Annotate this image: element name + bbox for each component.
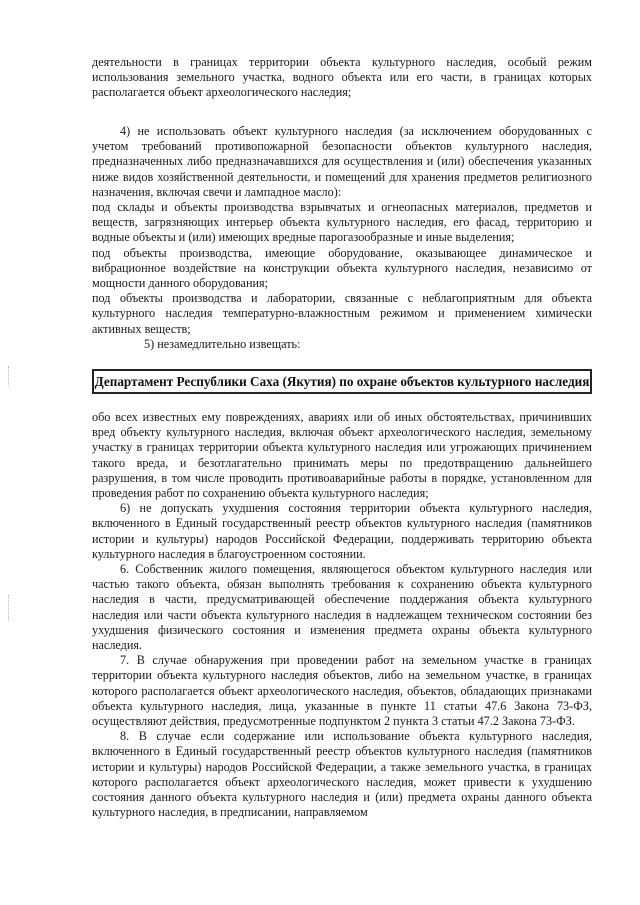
margin-scan-mark xyxy=(8,366,12,386)
paragraph-point-8: 8. В случае если содержание или использование объекта культурного наследия, включенного в Единый государственный реестр объектов культурного наследия (памятников истории и культуры) народов Российской Федерации, а также земельного участка, в границах которого располагается объект археологического наследия, может привести к ухудшению состояния данного объекта культурного наследия и (или) предмета охраны данного объекта культурного наследия, в предписании, направляемом xyxy=(92,729,592,820)
margin-scan-mark xyxy=(8,595,12,621)
paragraph-item-4-sub-2: под объекты производства, имеющие оборудование, оказывающее динамическое и вибрационное воздействие на конструкции объекта культурного наследия, независимо от мощности данного оборудования; xyxy=(92,245,592,291)
paragraph-item-4: 4) не использовать объект культурного наследия (за исключением оборудованных с учетом требований противопожарной безопасности объектов культурного наследия, предназначенных либо предназначавшихся для осуществления и (или) обеспечения указанных ниже видов хозяйственной деятельности, и помещений для хранения предметов религиозного назначения, включая свечи и лампадное масло): xyxy=(92,124,592,199)
text-block-top xyxy=(92,55,592,101)
paragraph-item-5-intro: 5) незамедлительно извещать: xyxy=(144,336,301,351)
department-box-label: Департамент Республики Саха (Якутия) по охране объектов культурного наследия xyxy=(94,373,590,389)
paragraph-item-6-sub: 6) не допускать ухудшения состояния территории объекта культурного наследия, включенного в Единый государственный реестр объектов культурного наследия (памятников истории и культуры) народов Российской Федерации, поддерживать территорию объекта культурного наследия в благоустроенном состоянии. xyxy=(92,501,592,561)
department-box xyxy=(92,369,592,394)
text-block-bottom xyxy=(92,410,592,820)
paragraph-point-7: 7. В случае обнаружения при проведении работ на земельном участке в границах территории объекта культурного наследия объектов, либо на земельном участке, в границах которого располагается объект археологического наследия, объектов, обладающих признаками объекта культурного наследия, лица, указанные в пункте 11 статьи 47.6 Закона 73-ФЗ, осуществляют действия, предусмотренные подпунктом 2 пункта 3 статьи 47.2 Закона 73-ФЗ. xyxy=(92,653,592,729)
paragraph-point-6: 6. Собственник жилого помещения, являющегося объектом культурного наследия или частью такого объекта, обязан выполнять требования к сохранению объекта культурного наследия в части, предусматривающей обеспечение поддержания объекта культурного наследия или части объекта культурного наследия в надлежащем техническом состоянии без ухудшения физического состояния и изменения предмета охраны объекта культурного наследия. xyxy=(92,562,592,653)
text-block-item-4 xyxy=(92,124,592,352)
paragraph-item-4-sub-1: под склады и объекты производства взрывчатых и огнеопасных материалов, предметов и веществ, загрязняющих интерьер объекта культурного наследия, его фасад, территорию и водные объекты и (или) имеющих вредные парогазообразные и иные выделения; xyxy=(92,200,592,245)
paragraph-notify-details: обо всех известных ему повреждениях, авариях или об иных обстоятельствах, причинивших вред объекту культурного наследия, включая объект археологического наследия, земельному участку в границах территории объекта культурного наследия или угрожающих причинением такого вреда, и безотлагательно принимать меры по предотвращению дальнейшего разрушения, в том числе проводить противоаварийные работы в порядке, установленном для проведения работ по сохранению объекта культурного наследия; xyxy=(92,410,592,501)
paragraph-continuation: деятельности в границах территории объекта культурного наследия, особый режим использования земельного участка, водного объекта или его части, в границах которых располагается объект археологического наследия; xyxy=(92,55,592,100)
paragraph-item-4-sub-3: под объекты производства и лаборатории, связанные с неблагоприятным для объекта культурного наследия температурно-влажностным режимом и применением химически активных веществ; xyxy=(92,291,592,336)
